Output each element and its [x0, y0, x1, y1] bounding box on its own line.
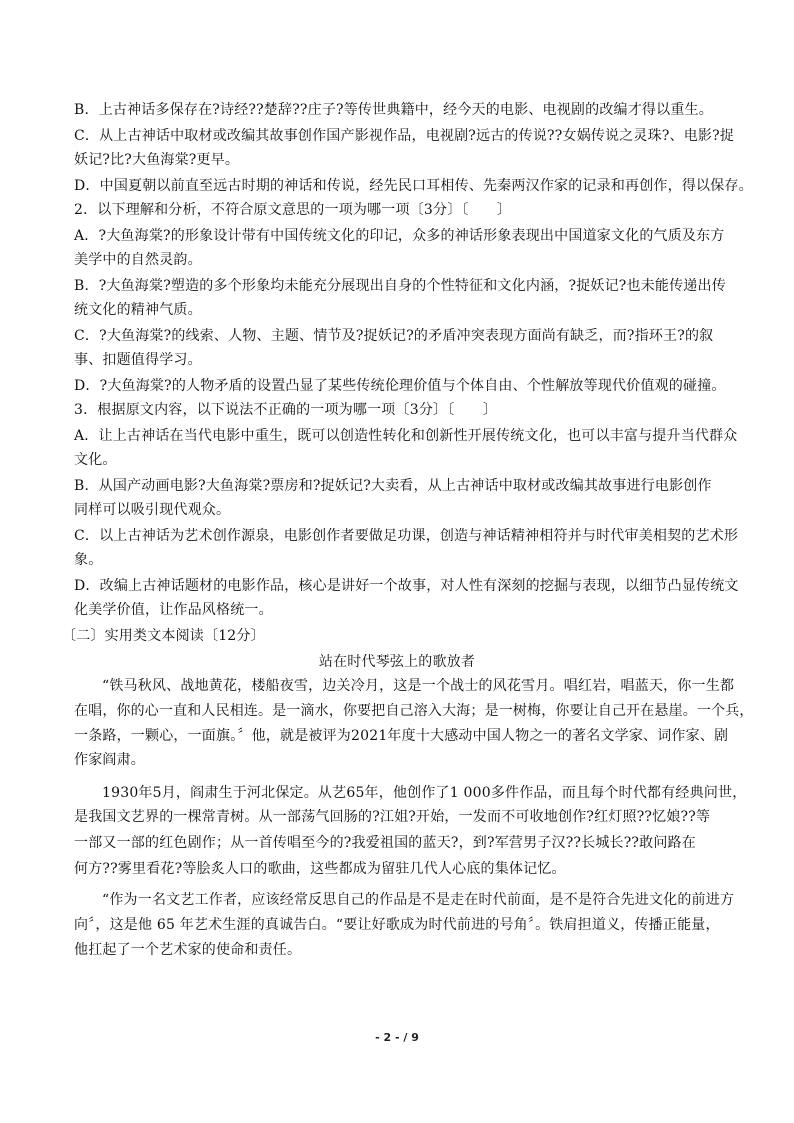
article-paragraph-2-line-4: 何方??雾里看花?等脍炙人口的歌曲，这些都成为留驻几代人心底的集体记忆。 [74, 861, 566, 877]
section-heading: 〔二〕实用类文本阅读〔12分〕 [62, 628, 265, 644]
article-paragraph-1-line-3: 一条路，一颗心，一面旗。〞他，就是被评为2021年度十大感动中国人物之一的著名文学家、词作家、剧 [74, 728, 729, 744]
q2-option-a-continuation: 美学中的自然灵韵。 [74, 252, 202, 268]
option-b-line: B．上古神话多保存在?诗经??楚辞??庄子?等传世典籍中，经今天的电影、电视剧的改编才得以重生。 [74, 102, 713, 118]
q3-option-c-continuation: 象。 [74, 552, 103, 568]
article-title: 站在时代琴弦上的歌放者 [318, 654, 476, 670]
article-paragraph-1-line-4: 作家阎肃。 [74, 752, 145, 768]
q3-option-d: D．改编上古神话题材的电影作品，核心是讲好一个故事，对人性有深刻的挖掘与表现，以细节凸显传统文 [74, 578, 739, 594]
q3-option-a: A．让上古神话在当代电影中重生，既可以创造性转化和创新性开展传统文化，也可以丰富与提升当代群众 [74, 428, 738, 444]
q2-option-c-continuation: 事、扣题值得学习。 [74, 352, 202, 368]
q3-option-c: C．以上古神话为艺术创作源泉，电影创作者要做足功课，创造与神话精神相符并与时代审美相契的艺术形 [74, 528, 739, 544]
question-3: 3．根据原文内容，以下说法不正确的一项为哪一项〔3分〕〔 〕 [74, 402, 498, 418]
article-paragraph-3: “作为一名文艺工作者，应该经常反思自己的作品是不是走在时代前面，是不是符合先进文化的前进方 [102, 892, 735, 908]
article-paragraph-2: 1930年5月，阎肃生于河北保定。从艺65年，他创作了1 000多件作品，而且每个时代都有经典问世， [102, 785, 747, 801]
q2-option-d: D．?大鱼海棠?的人物矛盾的设置凸显了某些传统伦理价值与个体自由、个性解放等现代价值观的碰撞。 [74, 378, 726, 394]
option-d-line: D．中国夏朝以前直至远古时期的神话和传说，经先民口耳相传、先秦两汉作家的记录和再创作，得以保存。 [74, 178, 753, 194]
option-c-continuation: 妖记?比?大鱼海棠?更早。 [74, 152, 240, 168]
q2-option-a: A．?大鱼海棠?的形象设计带有中国传统文化的印记，众多的神话形象表现出中国道家文化的气质及东方 [74, 228, 725, 244]
article-paragraph-3-line-2: 向〞，这是他 65 年艺术生涯的真诚告白。“要让好歌成为时代前进的号角〞。铁肩担道义，传播正能量， [74, 917, 720, 933]
article-paragraph-1: “铁马秋风、战地黄花，楼船夜雪，边关冷月，这是一个战士的风花雪月。唱红岩，唱蓝天，你一生都 [102, 678, 735, 694]
question-2: 2．以下理解和分析，不符合原文意思的一项为哪一项〔3分〕〔 〕 [74, 202, 512, 218]
article-paragraph-2-line-3: 一部又一部的红色剧作；从一首传唱至今的?我爱祖国的蓝天?，到?军营男子汉??长城长??敢问路在 [74, 835, 696, 851]
q3-option-a-continuation: 文化。 [74, 452, 117, 468]
article-paragraph-1-line-2: 在唱，你的心一直和人民相连。是一滴水，你要把自己溶入大海；是一树梅，你要让自己开在悬崖。一个兵， [74, 703, 754, 719]
page-number: - 2 - / 9 [375, 1031, 419, 1044]
q2-option-b: B．?大鱼海棠?塑造的多个形象均未能充分展现出自身的个性特征和文化内涵，?捉妖记?也未能传递出传 [74, 278, 726, 294]
article-paragraph-3-line-3: 他扛起了一个艺术家的使命和责任。 [74, 942, 302, 958]
q2-option-c: C．?大鱼海棠?的线索、人物、主题、情节及?捉妖记?的矛盾冲突表现方面尚有缺乏，而?指环王?的叙 [74, 328, 714, 344]
option-c-line: C．从上古神话中取材或改编其故事创作国产影视作品，电视剧?远古的传说??女娲传说之灵珠?、电影?捉 [74, 128, 735, 144]
q3-option-b: B．从国产动画电影?大鱼海棠?票房和?捉妖记?大卖看，从上古神话中取材或改编其故事进行电影创作 [74, 478, 712, 494]
q3-option-b-continuation: 同样可以吸引现代观众。 [74, 502, 231, 518]
q3-option-d-continuation: 化美学价值，让作品风格统一。 [74, 602, 273, 618]
q2-option-b-continuation: 统文化的精神气质。 [74, 302, 202, 318]
article-paragraph-2-line-2: 是我国文艺界的一棵常青树。从一部荡气回肠的?江姐?开始，一发而不可收地创作?红灯照??忆娘??等 [74, 809, 711, 825]
